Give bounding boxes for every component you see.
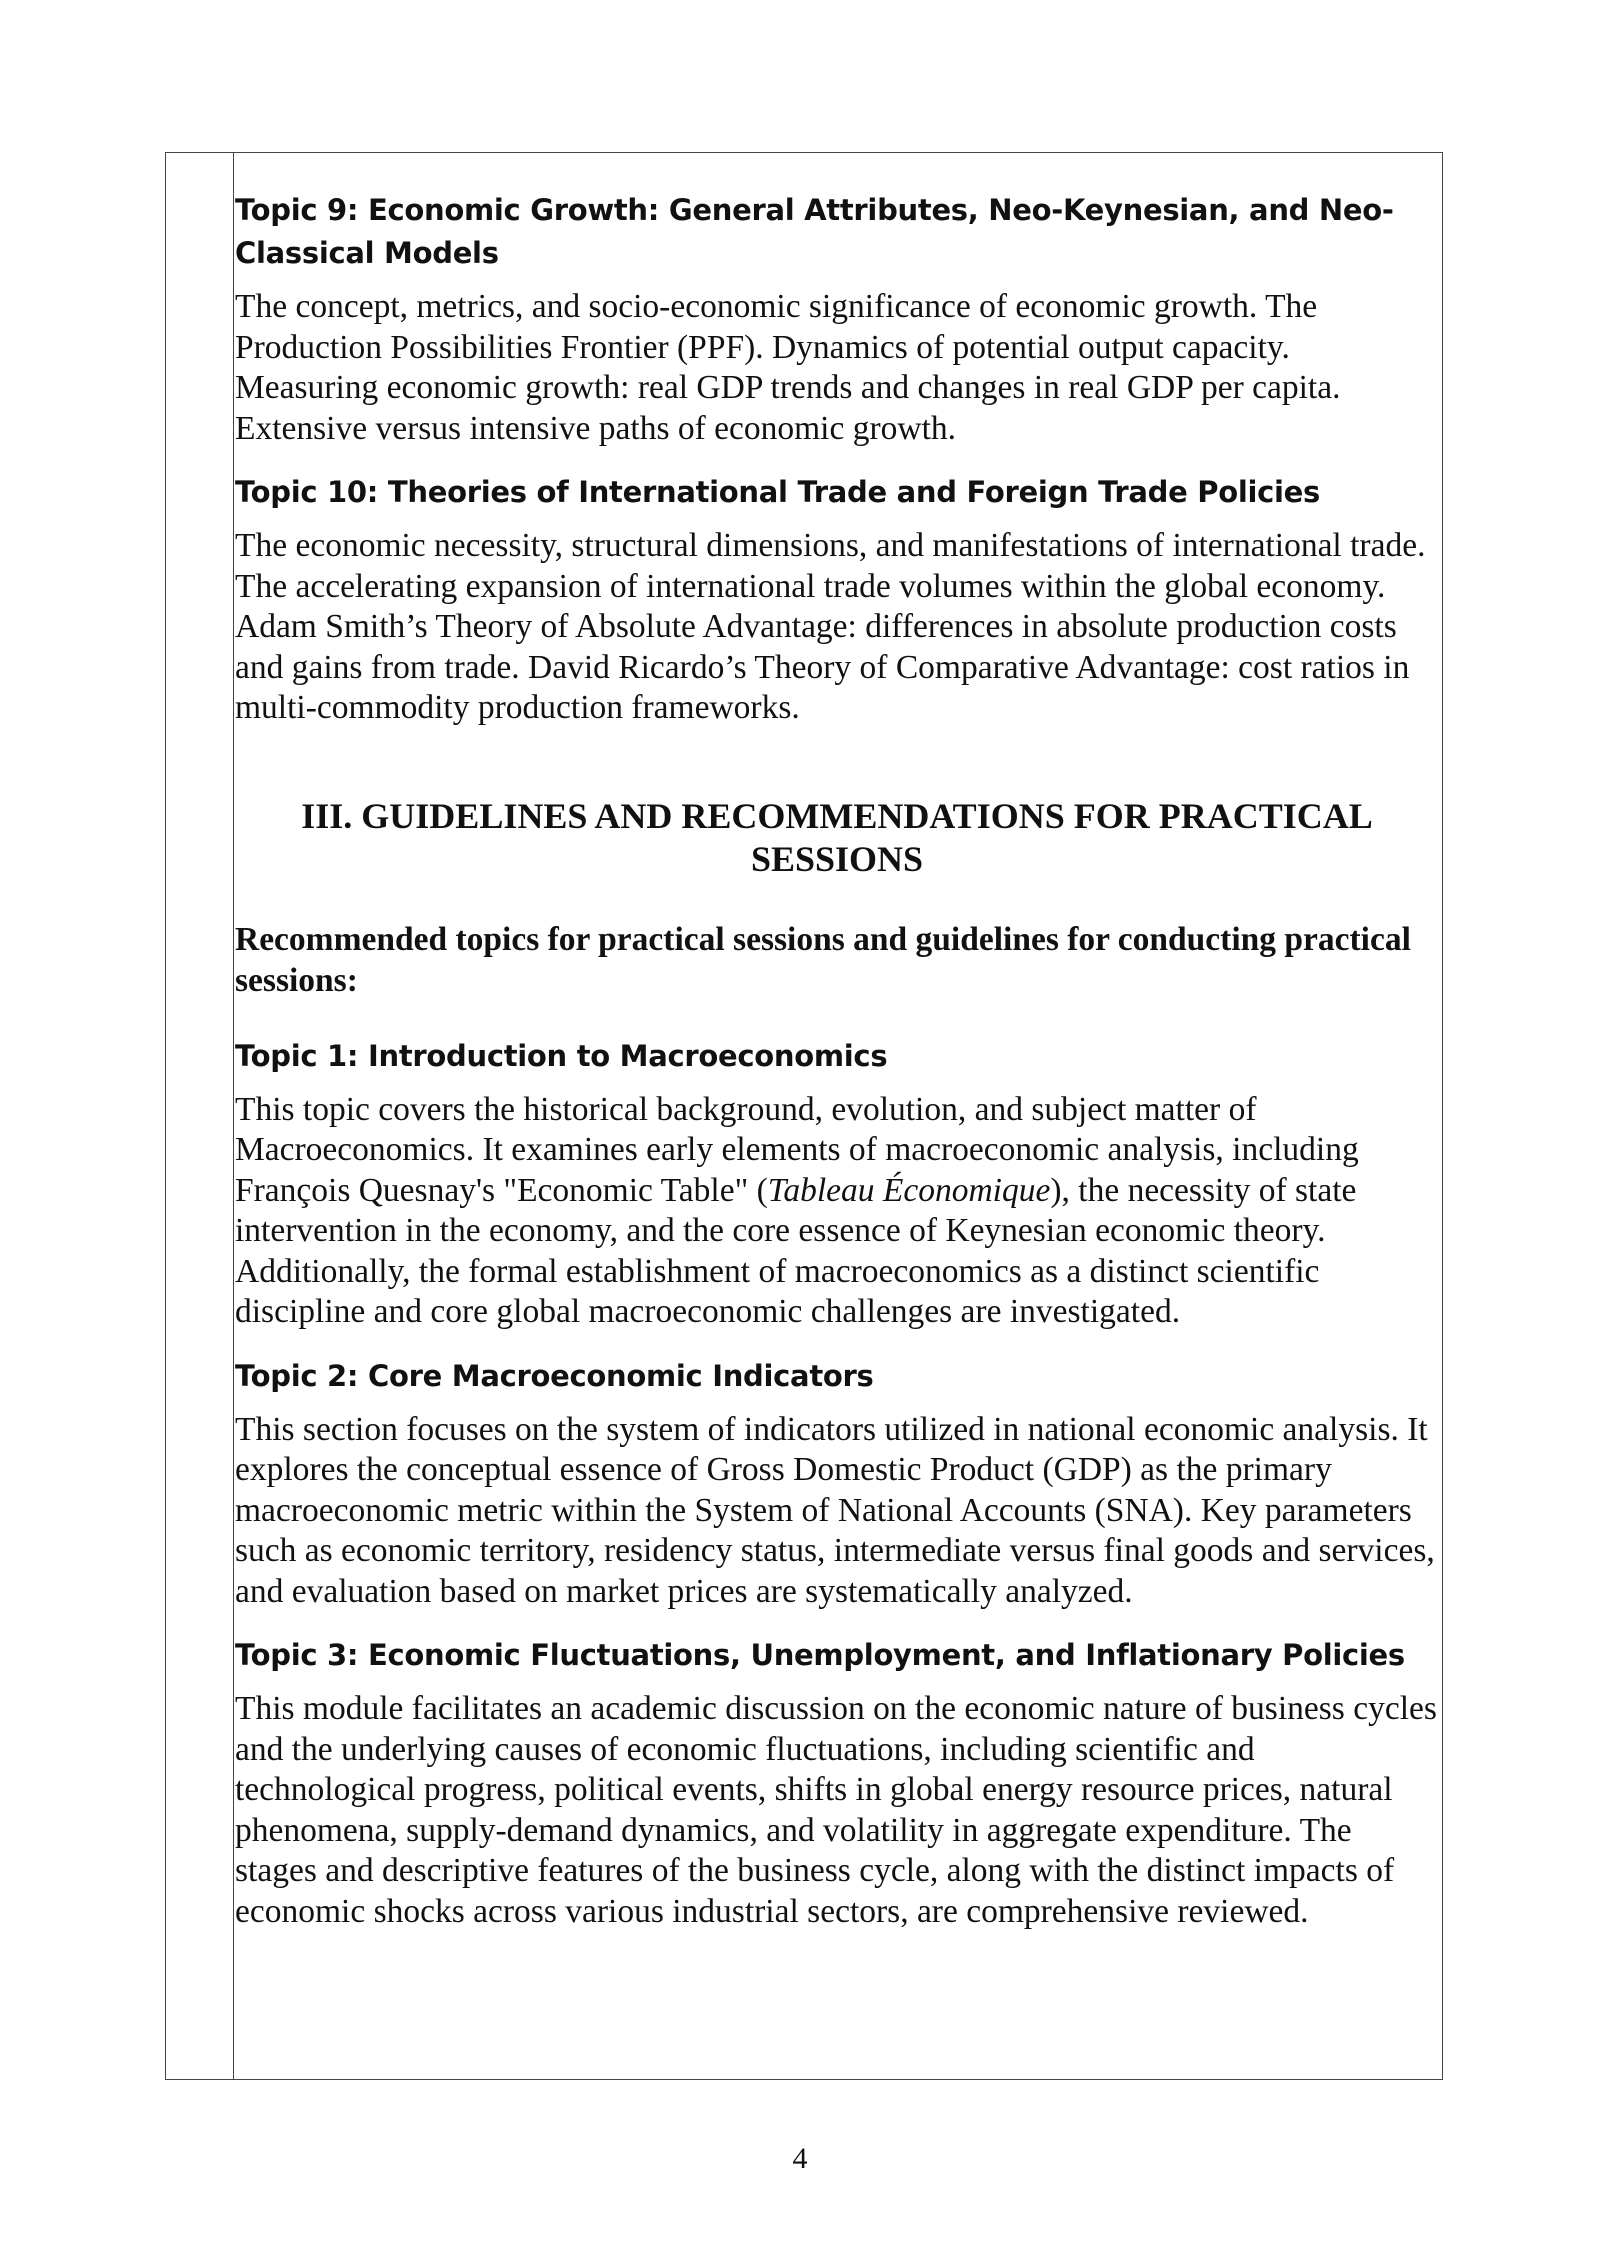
- topic-9-body: The concept, metrics, and socio-economic significance of economic growth. The Production Possibilities Frontier (PPF). Dynamics of potential output capacity. Measuring economic growth: real GDP trends and changes in real GDP per capita. Extensive versus intensive paths of economic growth.: [235, 288, 1341, 447]
- recommended-topics-heading: Recommended topics for practical sessions and guidelines for conducting practical sessions:: [235, 920, 1411, 999]
- table-content-cell: [235, 153, 1439, 1932]
- content-table: [165, 152, 1443, 2080]
- tableau-economique-italic: Tableau Économique: [767, 1171, 1051, 1209]
- page-number: 4: [792, 2142, 808, 2175]
- practical-topic-1-body: This topic covers the historical background, evolution, and subject matter of Macroeconomics. It examines early elements of macroeconomic analysis, including François Quesnay's "Economic Table" (Tableau Économique), the necessity of state intervention in the economy, and the core essence of Keynesian economic theory. Additionally, the formal establishment of macroeconomics as a distinct scientific discipline and core global macroeconomic challenges are investigated.: [235, 1090, 1359, 1330]
- practical-topic-2-body: This section focuses on the system of indicators utilized in national economic analysis. It explores the conceptual essence of Gross Domestic Product (GDP) as the primary macroeconomic metric within the System of National Accounts (SNA). Key parameters such as economic territory, residency status, intermediate versus final goods and services, and evaluation based on market prices are systematically analyzed.: [235, 1410, 1435, 1610]
- practical-topic-3-title: Topic 3: Economic Fluctuations, Unemployment, and Inflationary Policies: [235, 1638, 1405, 1672]
- topic-10-title: Topic 10: Theories of International Trade and Foreign Trade Policies: [235, 475, 1321, 509]
- topic-10-body: The economic necessity, structural dimensions, and manifestations of international trade. The accelerating expansion of international trade volumes within the global economy. Adam Smith’s Theory of Absolute Advantage: differences in absolute production costs and gains from trade. David Ricardo’s Theory of Comparative Advantage: cost ratios in multi-commodity production frameworks.: [235, 527, 1426, 726]
- table-left-column: [166, 153, 234, 2079]
- practical-topic-3-body: This module facilitates an academic discussion on the economic nature of business cycles and the underlying causes of economic fluctuations, including scientific and technological progress, political events, shifts in global energy resource prices, natural phenomena, supply-demand dynamics, and volatility in aggregate expenditure. The stages and descriptive features of the business cycle, along with the distinct impacts of economic shocks across various industrial sectors, are comprehensive reviewed.: [235, 1690, 1437, 1930]
- topic-9-title: Topic 9: Economic Growth: General Attributes, Neo-Keynesian, and Neo-Classical Models: [235, 193, 1394, 270]
- practical-topic-1-title: Topic 1: Introduction to Macroeconomics: [235, 1038, 888, 1073]
- practical-topic-2-title: Topic 2: Core Macroeconomic Indicators: [235, 1358, 874, 1393]
- section-heading: III. GUIDELINES AND RECOMMENDATIONS FOR PRACTICAL SESSIONS: [301, 795, 1373, 879]
